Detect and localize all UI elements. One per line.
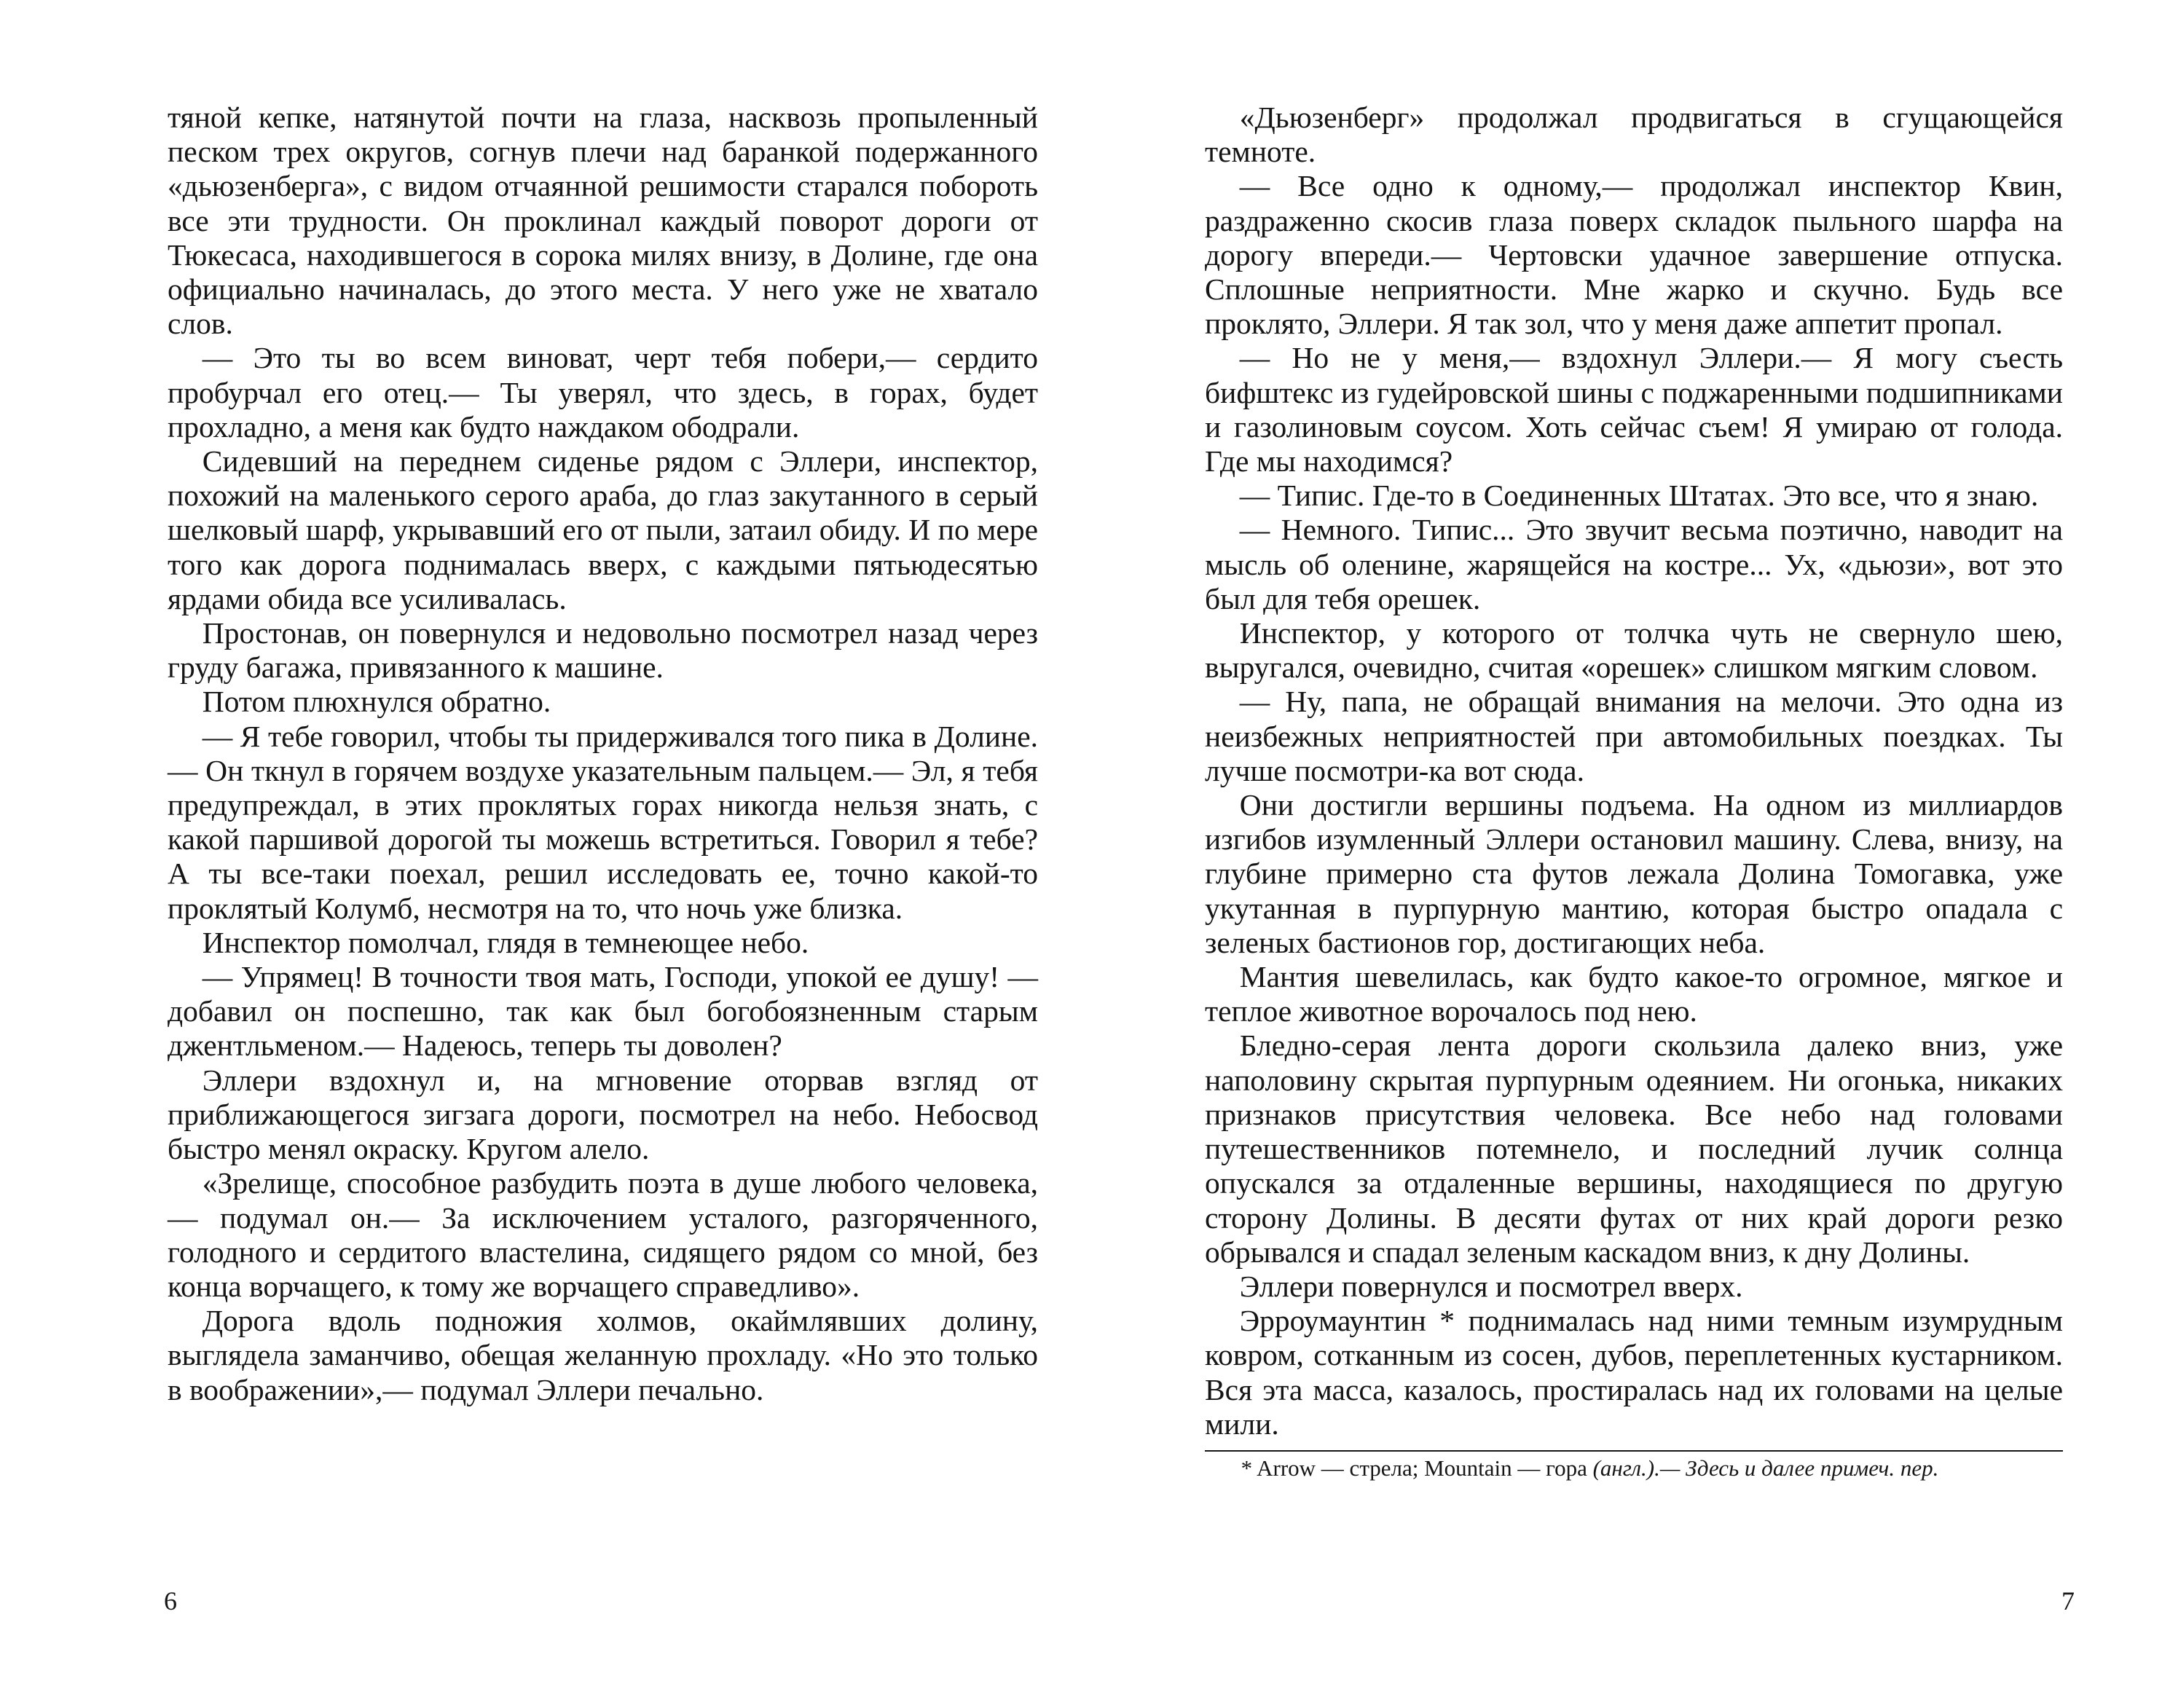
paragraph: Простонав, он повернулся и недовольно посмотрел назад через груду багажа, привязанного к машине. <box>168 616 1038 685</box>
paragraph: Они достигли вершины подъема. На одном из миллиардов изгибов изумленный Эллери остановил машину. Слева, внизу, на глубине примерно ста футов лежала Долина Томогавка, уже укутанная в пурпурную мантию, которая быстро опадала с зеленых бастионов гор, достигающих неба. <box>1205 788 2063 959</box>
paragraph: Сидевший на переднем сиденье рядом с Эллери, инспектор, похожий на маленького серого араба, до глаз закутанного в серый шелковый шарф, укрывавший его от пыли, затаил обиду. И по мере того как дорога поднималась вверх, с каждыми пятьюдесятью ярдами обида все усиливалась. <box>168 444 1038 615</box>
left-page-text <box>168 101 1038 1407</box>
paragraph: — Немного. Типис... Это звучит весьма поэтично, наводит на мысль об оленине, жарящейся на костре... Ух, «дьюзи», вот это был для тебя орешек. <box>1205 513 2063 615</box>
paragraph: «Зрелище, способное разбудить поэта в душе любого человека,— подумал он.— За исключением усталого, разгоряченного, голодного и сердитого властелина, сидящего рядом со мной, без конца ворчащего, к тому же ворчащего справедливо». <box>168 1166 1038 1303</box>
paragraph: Эллери вздохнул и, на мгновение оторвав взгляд от приближающегося зигзага дороги, посмотрел на небо. Небосвод быстро менял окраску. Кругом алело. <box>168 1063 1038 1166</box>
paragraph: Инспектор помолчал, глядя в темнеющее небо. <box>202 925 809 959</box>
paragraph: — Я тебе говорил, чтобы ты придерживался того пика в Долине.— Он ткнул в горячем воздухе указательным пальцем.— Эл, я тебя предупреждал, в этих проклятых горах никогда нельзя знать, с какой паршивой дорогой ты можешь встретиться. Говорил я тебе? А ты все-таки поехал, решил исследовать ее, точно какой-то проклятый Колумб, несмотря на то, что ночь уже близка. <box>168 719 1038 925</box>
paragraph: «Дьюзенберг» продолжал продвигаться в сгущающейся темноте. <box>1205 101 2063 169</box>
paragraph: Эллери повернулся и посмотрел вверх. <box>1239 1269 1743 1303</box>
paragraph: тяной кепке, натянутой почти на глаза, насквозь пропыленный песком трех округов, согнув плечи над баранкой подержанного «дьюзенберга», с видом отчаянной решимости старался побороть все эти трудности. Он проклинал каждый поворот дороги от Тюкесаса, находившегося в сорока милях внизу, в Долине, где она официально начиналась, до этого места. У него уже не хватало слов. <box>168 101 1038 341</box>
paragraph: — Упрямец! В точности твоя мать, Господи, упокой ее душу! — добавил он поспешно, так как был богобоязненным старым джентльменом.— Надеюсь, теперь ты доволен? <box>168 960 1038 1063</box>
paragraph: Потом плюхнулся обратно. <box>202 685 551 719</box>
paragraph: Мантия шевелилась, как будто какое-то огромное, мягкое и теплое животное ворочалось под нею. <box>1205 960 2063 1028</box>
paragraph: — Типис. Где-то в Соединенных Штатах. Это все, что я знаю. <box>1239 479 2039 513</box>
right-page-text <box>1205 101 2063 1482</box>
paragraph: Бледно-серая лента дороги скользила далеко вниз, уже наполовину скрытая пурпурным одеянием. Ни огонька, никаких признаков присутствия человека. Все небо над головами путешественников потемнело, и последний лучик солнца опускался за отдаленные вершины, находящиеся по другую сторону Долины. В десяти футах от них край дороги резко обрывался и спадал зеленым каскадом вниз, к дну Долины. <box>1205 1028 2063 1269</box>
paragraph: — Это ты во всем виноват, черт тебя побери,— сердито пробурчал его отец.— Ты уверял, что здесь, в горах, будет прохладно, а меня как будто наждаком ободрали. <box>168 341 1038 444</box>
footnote <box>1205 1450 2063 1482</box>
paragraph: — Все одно к одному,— продолжал инспектор Квин, раздраженно скосив глаза поверх складок пыльного шарфа на дорогу впереди.— Чертовски удачное завершение отпуска. Сплошные неприятности. Мне жарко и скучно. Будь все проклято, Эллери. Я так зол, что у меня даже аппетит пропал. <box>1205 169 2063 341</box>
page-number: 7 <box>2061 1586 2075 1615</box>
footnote-italic-text: (англ.).— Здесь и далее примеч. пер. <box>1592 1455 1939 1481</box>
paragraph: Дорога вдоль подножия холмов, окаймлявших долину, выглядела заманчиво, обещая желанную прохладу. «Но это только в воображении»,— подумал Эллери печально. <box>168 1304 1038 1406</box>
paragraph: — Но не у меня,— вздохнул Эллери.— Я могу съесть бифштекс из гудейровской шины с поджаренными подшипниками и газолиновым соусом. Хоть сейчас съем! Я умираю от голода. Где мы находимся? <box>1205 341 2063 479</box>
paragraph: Эрроумаунтин * поднималась над ними темным изумрудным ковром, сотканным из сосен, дубов, переплетенных кустарником. Вся эта масса, казалось, простиралась над их головами на целые мили. <box>1205 1304 2063 1441</box>
paragraph: — Ну, папа, не обращай внимания на мелочи. Это одна из неизбежных неприятностей при автомобильных поездках. Ты лучше посмотри-ка вот сюда. <box>1205 685 2063 787</box>
paragraph: Инспектор, у которого от толчка чуть не свернуло шею, выругался, очевидно, считая «орешек» слишком мягким словом. <box>1205 616 2063 685</box>
page-number: 6 <box>164 1586 177 1615</box>
footnote-text: * Arrow — стрела; Mountain — гора <box>1241 1455 1587 1481</box>
right-page <box>1081 0 2162 1708</box>
